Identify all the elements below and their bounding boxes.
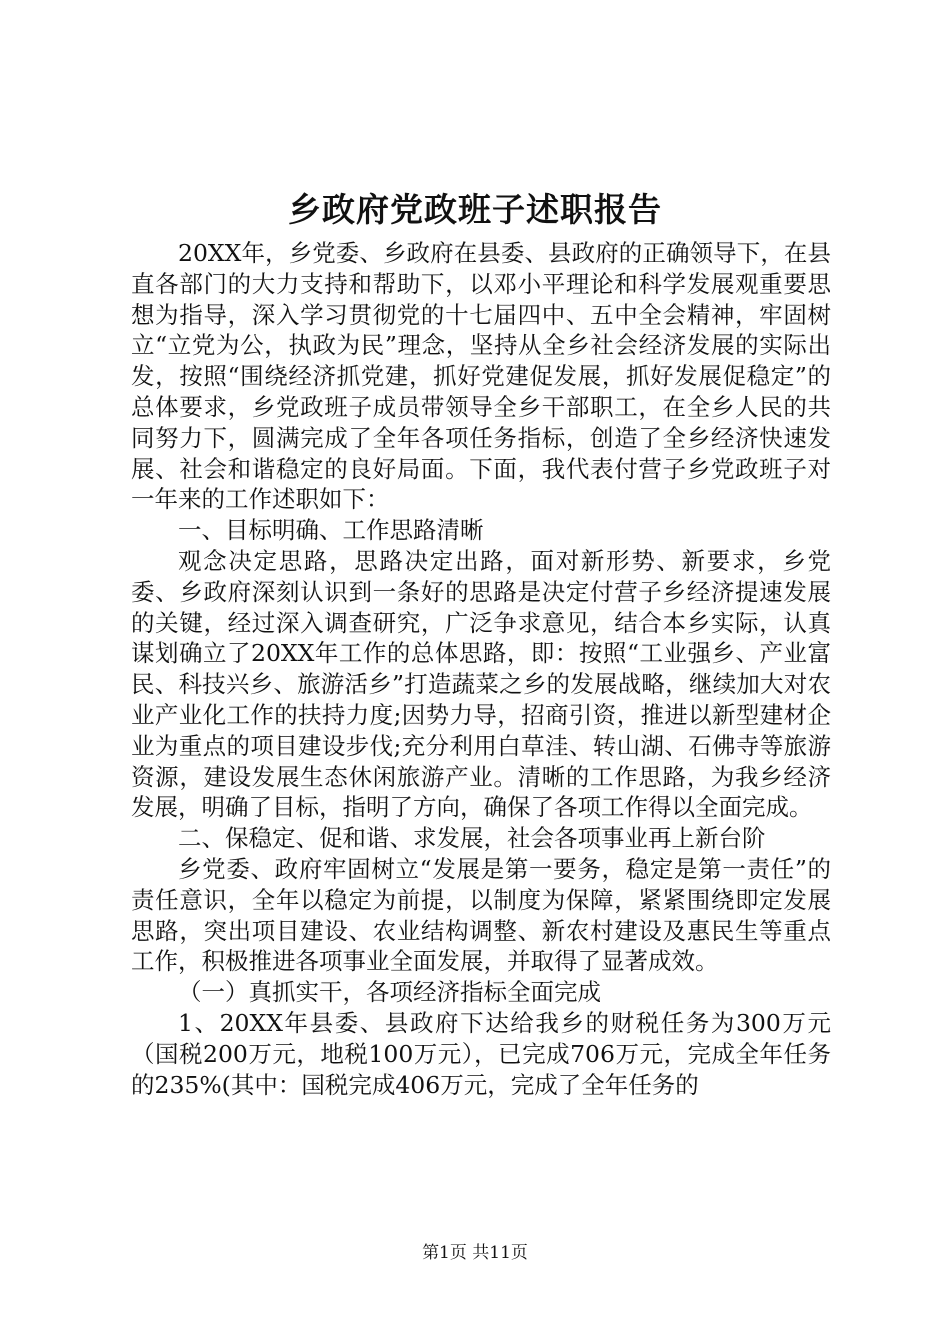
paragraph-section-2: 乡党委、政府牢固树立“发展是第一要务，稳定是第一责任”的责任意识，全年以稳定为前提，以制度为保障，紧紧围绕即定发展思路，突出项目建设、农业结构调整、新农村建设及惠民生等重点工作，积极推进各项事业全面发展，并取得了显著成效。 — [131, 854, 831, 976]
section-heading-1: 一、目标明确、工作思路清晰 — [178, 516, 484, 545]
document-title: 乡政府党政班子述职报告 — [288, 190, 662, 229]
paragraph-intro: 20XX年，乡党委、乡政府在县委、县政府的正确领导下，在县直各部门的大力支持和帮助下，以邓小平理论和科学发展观重要思想为指导，深入学习贯彻党的十七届四中、五中全会精神，牢固树立“立党为公，执政为民”理念，坚持从全乡社会经济发展的实际出发，按照“围绕经济抓党建，抓好党建促发展，抓好发展促稳定”的总体要求，乡党政班子成员带领导全乡干部职工，在全乡人民的共同努力下，圆满完成了全年各项任务指标，创造了全乡经济快速发展、社会和谐稳定的良好局面。下面，我代表付营子乡党政班子对一年来的工作述职如下： — [131, 239, 831, 514]
section-heading-2: 二、保稳定、促和谐、求发展，社会各项事业再上新台阶 — [178, 824, 766, 853]
paragraph-item-1: 1、20XX年县委、县政府下达给我乡的财税任务为300万元（国税200万元，地税100万元），已完成706万元，完成全年任务的235%(其中：国税完成406万元，完成了全年任务的 — [131, 1008, 831, 1099]
document-body — [131, 238, 831, 1100]
subsection-heading-1: （一）真抓实干，各项经济指标全面完成 — [178, 978, 601, 1007]
paragraph-section-1: 观念决定思路，思路决定出路，面对新形势、新要求，乡党委、乡政府深刻认识到一条好的思路是决定付营子乡经济提速发展的关键，经过深入调查研究，广泛争求意见，结合本乡实际，认真谋划确立了20XX年工作的总体思路，即：按照“工业强乡、产业富民、科技兴乡、旅游活乡”打造蔬菜之乡的发展战略，继续加大对农业产业化工作的扶持力度;因势力导，招商引资，推进以新型建材企业为重点的项目建设步伐;充分利用白草洼、转山湖、石佛寺等旅游资源，建设发展生态休闲旅游产业。清晰的工作思路，为我乡经济发展，明确了目标，指明了方向，确保了各项工作得以全面完成。 — [131, 546, 831, 822]
page-footer: 第1页 共11页 — [422, 1243, 528, 1263]
